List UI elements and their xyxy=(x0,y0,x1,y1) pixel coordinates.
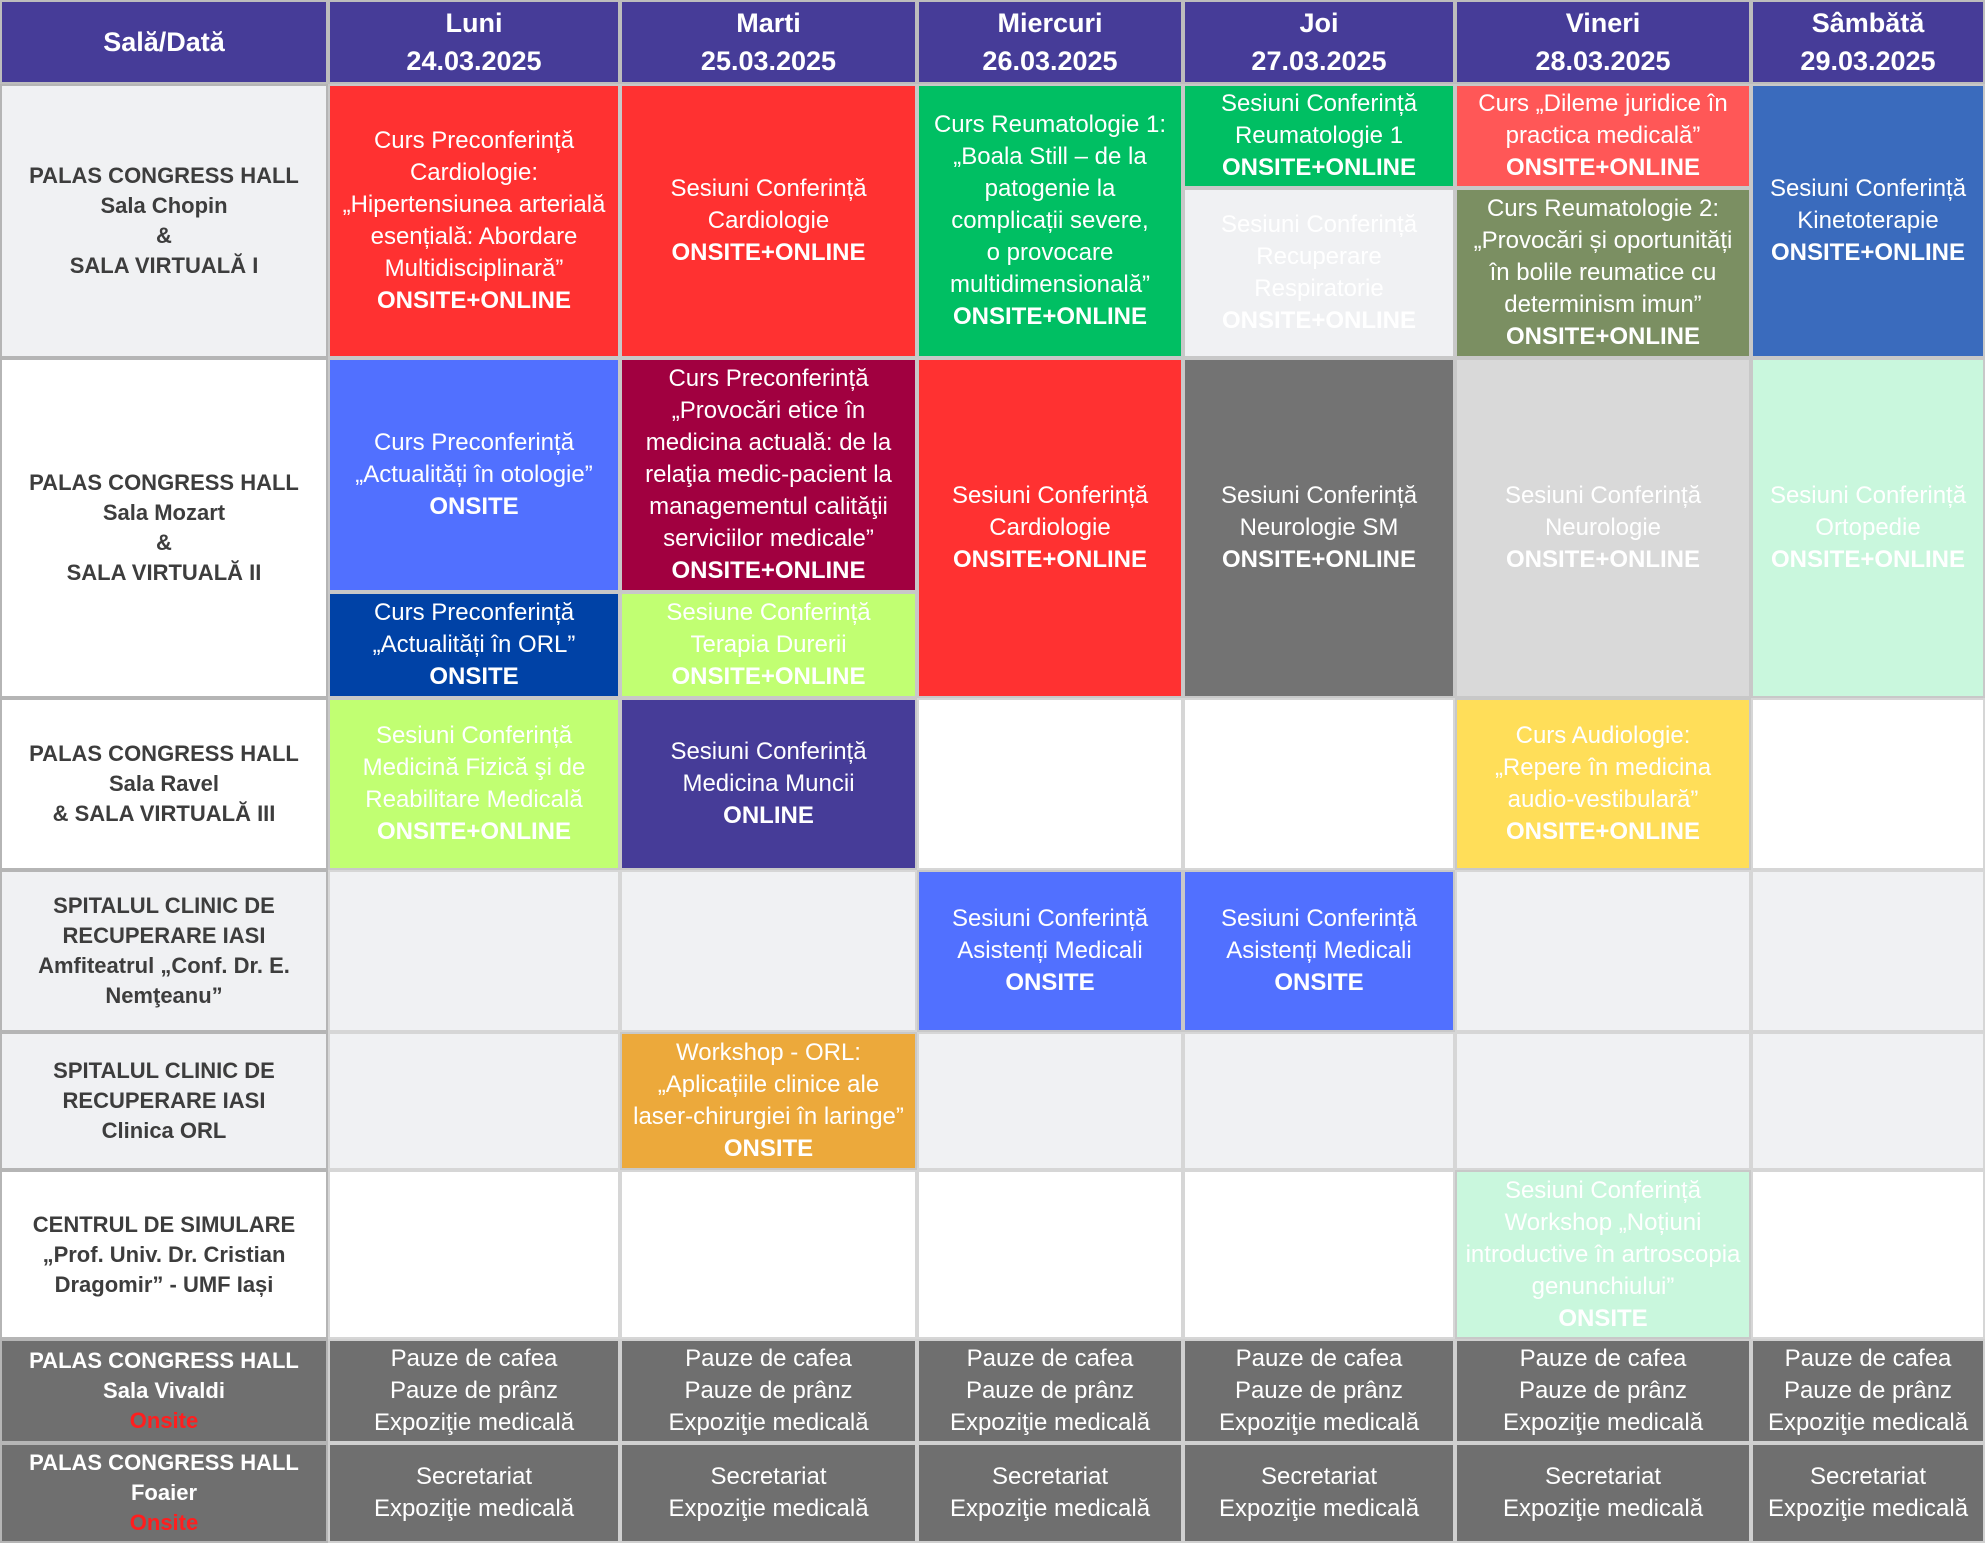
event-title-line: Workshop „Noțiuni xyxy=(1504,1208,1702,1236)
event-title-line: Sesiuni Conferință xyxy=(1504,1176,1702,1204)
event-mode-badge: ONSITE+ONLINE xyxy=(376,818,572,845)
event-title-line: în bolile reumatice cu xyxy=(1489,259,1717,286)
room-line: PALAS CONGRESS HALL xyxy=(29,470,299,495)
event-title-line: Neurologie xyxy=(1544,514,1662,541)
event-title-line: „Boala Still – de la xyxy=(953,143,1147,170)
day-header xyxy=(1183,0,1455,84)
vivaldi-line: Pauze de cafea xyxy=(966,1345,1134,1372)
event-cell[interactable] xyxy=(328,698,620,870)
vivaldi-line: Pauze de prânz xyxy=(965,1377,1135,1404)
event-mode-badge: ONSITE xyxy=(429,493,519,520)
empty-cell xyxy=(328,1032,620,1170)
empty-cell xyxy=(1183,1032,1455,1170)
event-title-line: Sesiuni Conferință xyxy=(951,482,1149,509)
event-cell[interactable] xyxy=(1455,358,1751,698)
event-title-line: Sesiuni Conferință xyxy=(1220,482,1418,509)
event-cell[interactable] xyxy=(1455,84,1751,188)
event-title-line: Recuperare xyxy=(1256,243,1382,270)
event-title-line: „Aplicațiile clinice ale xyxy=(657,1071,880,1098)
foaier-line: Secretariat xyxy=(1809,1463,1927,1490)
event-title-line: laser-chirurgiei în laringe” xyxy=(633,1103,904,1130)
event-cell[interactable] xyxy=(620,1032,917,1170)
event-title-line: esențială: Abordare xyxy=(370,223,578,250)
event-title-line: Asistenți Medicali xyxy=(1226,937,1412,964)
foaier-cell xyxy=(620,1443,917,1543)
event-cell[interactable] xyxy=(620,358,917,592)
room-line: SALA VIRTUALĂ I xyxy=(69,253,259,278)
event-title-line: Sesiuni Conferință xyxy=(375,722,573,749)
foaier-cell xyxy=(917,1443,1183,1543)
event-title-line: practica medicală” xyxy=(1505,122,1701,149)
day-date: 24.03.2025 xyxy=(406,46,542,76)
day-name: Marti xyxy=(736,8,801,38)
event-title-line: Ortopedie xyxy=(1815,514,1921,541)
event-title-line: Sesiune Conferință xyxy=(666,599,871,626)
event-mode-badge: ONSITE xyxy=(1005,969,1095,996)
room-line: RECUPERARE IASI xyxy=(62,1088,266,1113)
room-line: SPITALUL CLINIC DE xyxy=(53,1058,275,1083)
event-cell[interactable] xyxy=(1455,698,1751,870)
room-line: Nemţeanu” xyxy=(105,983,223,1008)
event-title-line: Neurologie SM xyxy=(1239,514,1399,541)
event-title-line: Sesiuni Conferință xyxy=(951,905,1149,932)
foaier-line: Expoziţie medicală xyxy=(1502,1495,1704,1522)
day-date: 25.03.2025 xyxy=(700,46,837,76)
foaier-cell xyxy=(328,1443,620,1543)
vivaldi-cell xyxy=(620,1339,917,1443)
event-cell[interactable] xyxy=(1183,84,1455,188)
empty-cell xyxy=(328,1170,620,1339)
event-cell[interactable] xyxy=(1751,84,1985,358)
empty-cell xyxy=(1455,1032,1751,1170)
vivaldi-line: Expoziţie medicală xyxy=(1502,1409,1704,1436)
event-mode-badge: ONSITE+ONLINE xyxy=(1770,546,1966,573)
event-title-line: „Hipertensiunea arterială xyxy=(342,191,606,218)
foaier-line: Secretariat xyxy=(991,1463,1109,1490)
vivaldi-line: Pauze de prânz xyxy=(389,1377,559,1404)
room-label xyxy=(0,1032,328,1170)
event-title-line: determinism imun” xyxy=(1504,291,1702,318)
event-cell[interactable] xyxy=(1751,358,1985,698)
vivaldi-line: Pauze de prânz xyxy=(1518,1377,1688,1404)
empty-cell xyxy=(917,698,1183,870)
event-title-line: Curs Preconferință xyxy=(373,599,575,626)
event-title-line: Asistenți Medicali xyxy=(957,937,1143,964)
event-title-line: Cardiologie: xyxy=(409,159,539,186)
event-title-line: o provocare xyxy=(986,239,1114,266)
day-date: 27.03.2025 xyxy=(1251,46,1387,76)
vivaldi-cell xyxy=(328,1339,620,1443)
header-corner xyxy=(0,0,328,84)
room-line: SALA VIRTUALĂ II xyxy=(66,560,262,585)
event-cell[interactable] xyxy=(1183,188,1455,358)
room-line: Sala Chopin xyxy=(100,193,228,218)
foaier-line: Expoziţie medicală xyxy=(373,1495,575,1522)
event-cell[interactable] xyxy=(1455,1170,1751,1339)
event-cell[interactable] xyxy=(620,592,917,698)
event-title-line: patogenie la xyxy=(984,175,1116,202)
empty-cell xyxy=(1455,870,1751,1032)
vivaldi-cell xyxy=(1751,1339,1985,1443)
day-name: Vineri xyxy=(1565,8,1641,38)
room-line: Sala Vivaldi xyxy=(103,1378,225,1403)
vivaldi-line: Pauze de cafea xyxy=(685,1345,852,1372)
event-cell[interactable] xyxy=(620,698,917,870)
event-title-line: „Provocări și oportunități xyxy=(1473,227,1733,254)
room-line: Clinica ORL xyxy=(101,1118,227,1143)
vivaldi-line: Pauze de cafea xyxy=(390,1345,558,1372)
room-line: & xyxy=(156,223,172,248)
room-line: Sala Ravel xyxy=(108,771,220,796)
event-mode-badge: ONSITE+ONLINE xyxy=(671,239,866,266)
event-mode-badge: ONSITE+ONLINE xyxy=(671,663,866,690)
event-title-line: Curs Audiologie: xyxy=(1515,722,1691,749)
event-title-line: relaţia medic-pacient la xyxy=(645,461,892,488)
event-title-line: Curs Preconferință xyxy=(668,365,869,392)
day-header xyxy=(1455,0,1751,84)
event-title-line: „Provocări etice în xyxy=(671,397,866,424)
event-title-line: genunchiului” xyxy=(1531,1272,1675,1300)
event-mode-badge: ONSITE+ONLINE xyxy=(671,557,866,584)
empty-cell xyxy=(1751,698,1985,870)
event-mode-badge: ONSITE+ONLINE xyxy=(1505,818,1701,845)
event-title-line: serviciilor medicale” xyxy=(663,525,874,552)
vivaldi-line: Expoziţie medicală xyxy=(1767,1409,1969,1436)
event-title-line: Curs Preconferință xyxy=(373,127,575,154)
corner-label: Sală/Dată xyxy=(103,27,225,57)
foaier-line: Secretariat xyxy=(710,1463,827,1490)
event-title-line: „Actualități în otologie” xyxy=(355,461,593,488)
day-header xyxy=(620,0,917,84)
day-date: 26.03.2025 xyxy=(982,46,1118,76)
event-mode-badge: ONSITE+ONLINE xyxy=(1770,239,1966,266)
room-mode: Onsite xyxy=(129,1510,199,1535)
event-title-line: „Actualități în ORL” xyxy=(372,631,576,658)
day-date: 29.03.2025 xyxy=(1800,46,1936,76)
event-cell[interactable] xyxy=(620,84,917,358)
event-cell[interactable] xyxy=(917,358,1183,698)
event-cell[interactable] xyxy=(1183,358,1455,698)
empty-cell xyxy=(1751,1032,1985,1170)
day-name: Joi xyxy=(1299,8,1339,38)
vivaldi-cell xyxy=(1183,1339,1455,1443)
event-mode-badge: ONSITE+ONLINE xyxy=(1221,546,1417,573)
foaier-line: Secretariat xyxy=(415,1463,533,1490)
vivaldi-cell xyxy=(917,1339,1183,1443)
room-line: SPITALUL CLINIC DE xyxy=(53,893,275,918)
event-title-line: introductive în artroscopia xyxy=(1465,1240,1741,1268)
vivaldi-line: Pauze de cafea xyxy=(1519,1345,1687,1372)
foaier-cell xyxy=(1751,1443,1985,1543)
day-header xyxy=(328,0,620,84)
vivaldi-line: Expoziţie medicală xyxy=(949,1409,1151,1436)
event-title-line: Curs Preconferință xyxy=(373,429,575,456)
foaier-line: Expoziţie medicală xyxy=(1218,1495,1420,1522)
event-title-line: Medicină Fizică şi de xyxy=(362,754,586,781)
day-header xyxy=(1751,0,1985,84)
empty-cell xyxy=(917,1032,1183,1170)
room-line: PALAS CONGRESS HALL xyxy=(29,163,299,188)
vivaldi-line: Expoziţie medicală xyxy=(668,1409,869,1436)
room-line: & SALA VIRTUALĂ III xyxy=(52,801,276,826)
event-cell[interactable] xyxy=(1183,870,1455,1032)
vivaldi-line: Pauze de prânz xyxy=(1234,1377,1404,1404)
room-line: Amfiteatrul „Conf. Dr. E. xyxy=(38,953,290,978)
event-mode-badge: ONSITE xyxy=(429,663,519,690)
event-title-line: Kinetoterapie xyxy=(1797,207,1939,234)
day-name: Luni xyxy=(445,8,503,38)
event-title-line: Sesiuni Conferință xyxy=(1220,211,1418,238)
foaier-line: Secretariat xyxy=(1544,1463,1662,1490)
room-line: RECUPERARE IASI xyxy=(62,923,266,948)
event-cell[interactable] xyxy=(328,358,620,592)
event-title-line: Cardiologie xyxy=(707,207,830,234)
room-line: & xyxy=(156,530,172,555)
event-mode-badge: ONLINE xyxy=(723,802,814,829)
event-title-line: Cardiologie xyxy=(989,514,1111,541)
event-cell[interactable] xyxy=(328,592,620,698)
event-title-line: audio-vestibulară” xyxy=(1507,786,1699,813)
room-line: Sala Mozart xyxy=(102,500,226,525)
day-name: Sâmbătă xyxy=(1811,8,1925,38)
event-title-line: Workshop - ORL: xyxy=(676,1039,861,1066)
room-label xyxy=(0,870,328,1032)
event-title-line: Terapia Durerii xyxy=(690,631,847,658)
event-title-line: medicina actuală: de la xyxy=(645,429,892,456)
vivaldi-line: Pauze de prânz xyxy=(684,1377,853,1404)
event-title-line: Sesiuni Conferință xyxy=(670,738,867,765)
event-mode-badge: ONSITE+ONLINE xyxy=(1221,307,1417,334)
event-title-line: Reabilitare Medicală xyxy=(365,786,583,813)
day-name: Miercuri xyxy=(997,8,1103,38)
event-title-line: Respiratorie xyxy=(1254,275,1384,302)
event-title-line: Reumatologie 1 xyxy=(1234,122,1404,149)
room-label xyxy=(0,84,328,358)
event-mode-badge: ONSITE+ONLINE xyxy=(376,287,572,314)
foaier-cell xyxy=(1183,1443,1455,1543)
room-line: Foaier xyxy=(130,1480,198,1505)
event-title-line: managementul calităţii xyxy=(649,493,888,520)
event-mode-badge: ONSITE+ONLINE xyxy=(1505,154,1701,181)
empty-cell xyxy=(1751,870,1985,1032)
foaier-line: Expoziţie medicală xyxy=(1767,1495,1969,1522)
event-mode-badge: ONSITE xyxy=(723,1135,814,1162)
room-mode: Onsite xyxy=(129,1408,199,1433)
room-label xyxy=(0,1443,328,1543)
event-title-line: complicații severe, xyxy=(951,207,1149,234)
event-title-line: Sesiuni Conferință xyxy=(1220,905,1418,932)
event-title-line: Sesiuni Conferință xyxy=(670,175,867,202)
room-line: PALAS CONGRESS HALL xyxy=(29,1348,299,1373)
event-cell[interactable] xyxy=(917,84,1183,358)
foaier-line: Expoziţie medicală xyxy=(949,1495,1151,1522)
vivaldi-line: Pauze de prânz xyxy=(1783,1377,1953,1404)
day-date: 28.03.2025 xyxy=(1535,46,1671,76)
empty-cell xyxy=(328,870,620,1032)
event-mode-badge: ONSITE+ONLINE xyxy=(952,303,1148,330)
event-title-line: Curs „Dileme juridice în xyxy=(1478,90,1728,117)
room-label xyxy=(0,1170,328,1339)
event-mode-badge: ONSITE xyxy=(1274,969,1364,996)
event-title-line: „Repere în medicina xyxy=(1494,754,1712,781)
room-line: Dragomir” - UMF Iași xyxy=(54,1271,274,1297)
room-line: „Prof. Univ. Dr. Cristian xyxy=(42,1241,286,1267)
room-line: PALAS CONGRESS HALL xyxy=(29,741,299,766)
event-cell[interactable] xyxy=(1455,188,1751,358)
event-title-line: multidimensională” xyxy=(949,271,1151,298)
empty-cell xyxy=(1183,698,1455,870)
event-mode-badge: ONSITE xyxy=(1558,1304,1648,1332)
foaier-line: Secretariat xyxy=(1260,1463,1378,1490)
event-title-line: Sesiuni Conferință xyxy=(1220,90,1418,117)
vivaldi-cell xyxy=(1455,1339,1751,1443)
event-cell[interactable] xyxy=(328,84,620,358)
day-header xyxy=(917,0,1183,84)
foaier-cell xyxy=(1455,1443,1751,1543)
event-title-line: Sesiuni Conferință xyxy=(1769,482,1967,509)
room-line: CENTRUL DE SIMULARE xyxy=(32,1211,296,1237)
event-mode-badge: ONSITE+ONLINE xyxy=(1505,323,1701,350)
event-title-line: Curs Reumatologie 2: xyxy=(1486,195,1720,222)
empty-cell xyxy=(1751,1170,1985,1339)
vivaldi-line: Expoziţie medicală xyxy=(373,1409,575,1436)
room-line: PALAS CONGRESS HALL xyxy=(29,1450,299,1475)
event-cell[interactable] xyxy=(917,870,1183,1032)
event-title-line: Medicina Muncii xyxy=(682,770,855,797)
room-label xyxy=(0,698,328,870)
event-title-line: Multidisciplinară” xyxy=(384,255,564,282)
event-mode-badge: ONSITE+ONLINE xyxy=(1505,546,1701,573)
empty-cell xyxy=(1183,1170,1455,1339)
vivaldi-line: Expoziţie medicală xyxy=(1218,1409,1420,1436)
empty-cell xyxy=(917,1170,1183,1339)
room-label xyxy=(0,358,328,698)
event-title-line: Sesiuni Conferință xyxy=(1769,175,1967,202)
room-label xyxy=(0,1339,328,1443)
event-title-line: Sesiuni Conferință xyxy=(1504,482,1702,509)
empty-cell xyxy=(620,1170,917,1339)
empty-cell xyxy=(620,870,917,1032)
event-title-line: Curs Reumatologie 1: xyxy=(933,111,1167,138)
foaier-line: Expoziţie medicală xyxy=(668,1495,869,1522)
event-mode-badge: ONSITE+ONLINE xyxy=(1221,154,1417,181)
vivaldi-line: Pauze de cafea xyxy=(1235,1345,1403,1372)
event-mode-badge: ONSITE+ONLINE xyxy=(952,546,1148,573)
vivaldi-line: Pauze de cafea xyxy=(1784,1345,1952,1372)
